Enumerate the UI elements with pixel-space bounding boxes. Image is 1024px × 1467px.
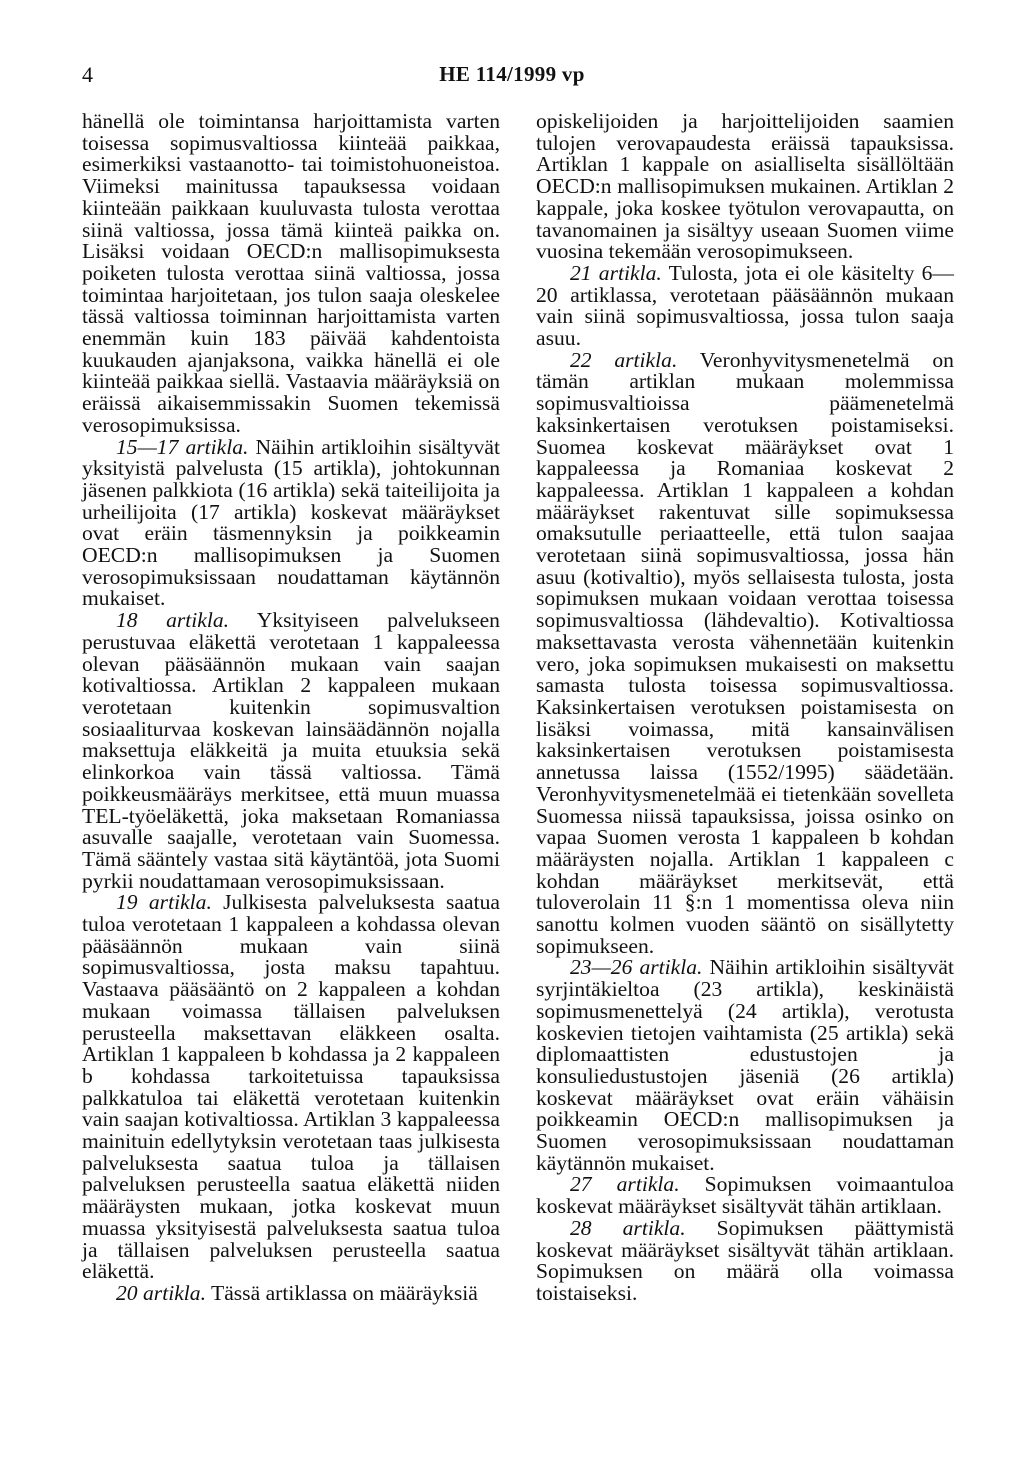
right-column <box>536 111 954 1305</box>
article-paragraph <box>536 260 954 351</box>
paragraph <box>82 111 500 437</box>
article-paragraph <box>82 1280 500 1305</box>
running-header: HE 114/1999 vp <box>439 62 585 86</box>
page-number: 4 <box>82 62 93 87</box>
paragraph-text: Näihin artikloihin sisältyvät yksityistä palvelusta (15 artikla), johtokunnan jäsenen palkkiota (16 artikla) sekä taiteilijoita ja urheilijoita (17 artikla) koskevat määräykset ovat eräin täsmennyksin ja poikkeamin OECD:n mallisopimuksen ja Suomen verosopimuksissaan noudattaman käytännön mukaiset. <box>82 434 500 611</box>
paragraph <box>536 111 954 263</box>
article-number: 20 artikla. <box>116 1280 206 1305</box>
paragraph-text: Julkisesta palveluksesta saatua tuloa verotetaan 1 kappaleen a kohdassa olevan pääsäännön mukaan vain siinä sopimusvaltiossa, josta maksu tapahtuu. Vastaava pääsääntö on 2 kappaleen a kohdan mukaan voimassa tällaisen palveluksen perusteella maksettavan eläkkeen osalta. Artiklan 1 kappaleen b kohdassa ja 2 kappaleen b kohdassa tarkoitetuissa tapauksissa palkkatuloa tai eläkettä verotetaan kuitenkin vain saajan kotivaltiossa. Artiklan 3 kappaleessa mainituin edellytyksin verotetaan taas julkisesta palveluksesta saatua tuloa ja tällaisen palveluksen perusteella saatua eläkettä niiden määräysten mukaan, jotka koskevat muun muassa yksityisestä palveluksesta saatua tuloa ja tällaisen palveluksen perusteella saatua eläkettä. <box>82 890 500 1284</box>
article-number: 22 artikla. <box>570 347 678 372</box>
paragraph-text: Tulosta, jota ei ole käsitelty 6—20 artiklassa, verotetaan pääsäännön mukaan vain siinä sopimusvaltiossa, jossa tulon saaja asuu. <box>536 260 954 351</box>
article-number: 27 artikla. <box>570 1172 680 1197</box>
article-number: 19 artikla. <box>116 890 212 915</box>
article-number: 15—17 artikla. <box>116 434 249 459</box>
article-paragraph <box>82 434 500 611</box>
article-number: 23—26 artikla. <box>570 955 703 980</box>
article-paragraph <box>536 1174 954 1217</box>
article-number: 21 artikla. <box>570 260 662 285</box>
paragraph-text: opiskelijoiden ja harjoittelijoiden saamien tulojen verovapaudesta eräissä tapauksissa. Artiklan 1 kappale on asialliselta sisällöltään OECD:n mallisopimuksen mukainen. Artiklan 2 kappale, joka koskee työtulon verovapautta, on tavanomainen ja sisältyy useaan Suomen viime vuosina tekemään verosopimukseen. <box>536 109 954 264</box>
paragraph-text: Sopimuksen voimaantuloa koskevat määräykset sisältyvät tähän artiklaan. <box>536 1172 954 1219</box>
paragraph-text: Sopimuksen päättymistä koskevat määräykset sisältyvät tähän artiklaan. Sopimuksen on määrä olla voimassa toistaiseksi. <box>536 1215 954 1305</box>
article-paragraph <box>536 347 954 958</box>
paragraph-text: Yksityiseen palvelukseen perustuvaa eläkettä verotetaan 1 kappaleessa olevan pääsäännön mukaan vain saajan kotivaltiossa. Artiklan 2 kappaleen mukaan verotetaan kuitenkin sopimusvaltion sosiaaliturvaa koskevan lainsäädännön nojalla maksettuja eläkkeitä ja muita etuuksia sekä elinkorkoa vain tässä valtiossa. Tämä poikkeusmääräys merkitsee, että muun muassa TEL-työeläkettä, joka maksetaan Romaniassa asuvalle saajalle, verotetaan vain Suomessa. Tämä sääntely vastaa sitä käytäntöä, jota Suomi pyrkii noudattamaan verosopimuksissaan. <box>82 608 500 893</box>
article-number: 18 artikla. <box>116 608 230 633</box>
paragraph-text: Veronhyvitysmenetelmä on tämän artiklan mukaan molemmissa sopimusvaltioissa päämenetelmä kaksinkertaisen verotuksen poistamiseksi. Suomea koskevat määräykset ovat 1 kappaleessa ja Romaniaa koskevat 2 kappaleessa. Artiklan 1 kappaleen a kohdan määräykset rakentuvat sille sopimuksessa omaksutulle periaatteelle, että tulon saajaa verotetaan siinä sopimusvaltiossa, jossa hän asuu (kotivaltio), myös sellaisesta tulosta, josta sopimuksen mukaan voidaan verottaa toisessa sopimusvaltiossa (lähdevaltio). Kotivaltiossa maksettavasta verosta vähennetään kuitenkin vero, joka sopimuksen mukaisesti on maksettu samasta tulosta toisessa sopimusvaltiossa. Kaksinkertaisen verotuksen poistamisesta on lisäksi voimassa, mitä kansainvälisen kaksinkertaisen verotuksen poistamisesta annetussa laissa (1552/1995) säädetään. Veronhyvitysmenetelmää ei tietenkään sovelleta Suomessa niissä tapauksissa, joissa osinko on vapaa Suomen verosta 1 kappaleen b kohdan määräysten nojalla. Artiklan 1 kappaleen c kohdan määräykset merkitsevät, että tuloverolain 11 §:n 1 momentissa oleva niin sanottu kolmen vuoden sääntö on sisällytetty sopimukseen. <box>536 347 954 958</box>
article-paragraph <box>536 957 954 1174</box>
article-paragraph <box>82 610 500 892</box>
article-paragraph <box>536 1215 954 1305</box>
paragraph-text: Tässä artiklassa on määräyksiä <box>211 1280 478 1305</box>
paragraph-text: Näihin artikloihin sisältyvät syrjintäkieltoa (23 artikla), keskinäistä sopimusmenettelyä (24 artikla), verotusta koskevien tietojen vaihtamista (25 artikla) sekä diplomaattisten edustustojen ja konsuliedustustojen jäseniä (26 artikla) koskevat määräykset ovat eräin vähäisin poikkeamin OECD:n mallisopimuksen ja Suomen verosopimuksissaan noudattaman käytännön mukaiset. <box>536 955 954 1175</box>
left-column <box>82 111 500 1305</box>
article-paragraph <box>82 892 500 1283</box>
paragraph-text: hänellä ole toimintansa harjoittamista varten toisessa sopimusvaltiossa kiinteää paikkaa, esimerkiksi vastaanotto- tai toimistohuoneistoa. Viimeksi mainitussa tapauksessa voidaan kiinteään paikkaan kuuluvasta tulosta verottaa siinä valtiossa, jossa tämä kiinteä paikka on. Lisäksi voidaan OECD:n mallisopimuksesta poiketen tulosta verottaa siinä valtiossa, jossa toimintaa harjoitetaan, jos tulon saaja oleskelee tässä valtiossa toiminnan harjoittamista varten enemmän kuin 183 päivää kahdentoista kuukauden ajanjaksona, vaikka hänellä ei ole kiinteää paikkaa siellä. Vastaavia määräyksiä on eräissä aikaisemmissakin Suomen tekemissä verosopimuksissa. <box>82 109 500 437</box>
article-number: 28 artikla. <box>570 1215 686 1240</box>
